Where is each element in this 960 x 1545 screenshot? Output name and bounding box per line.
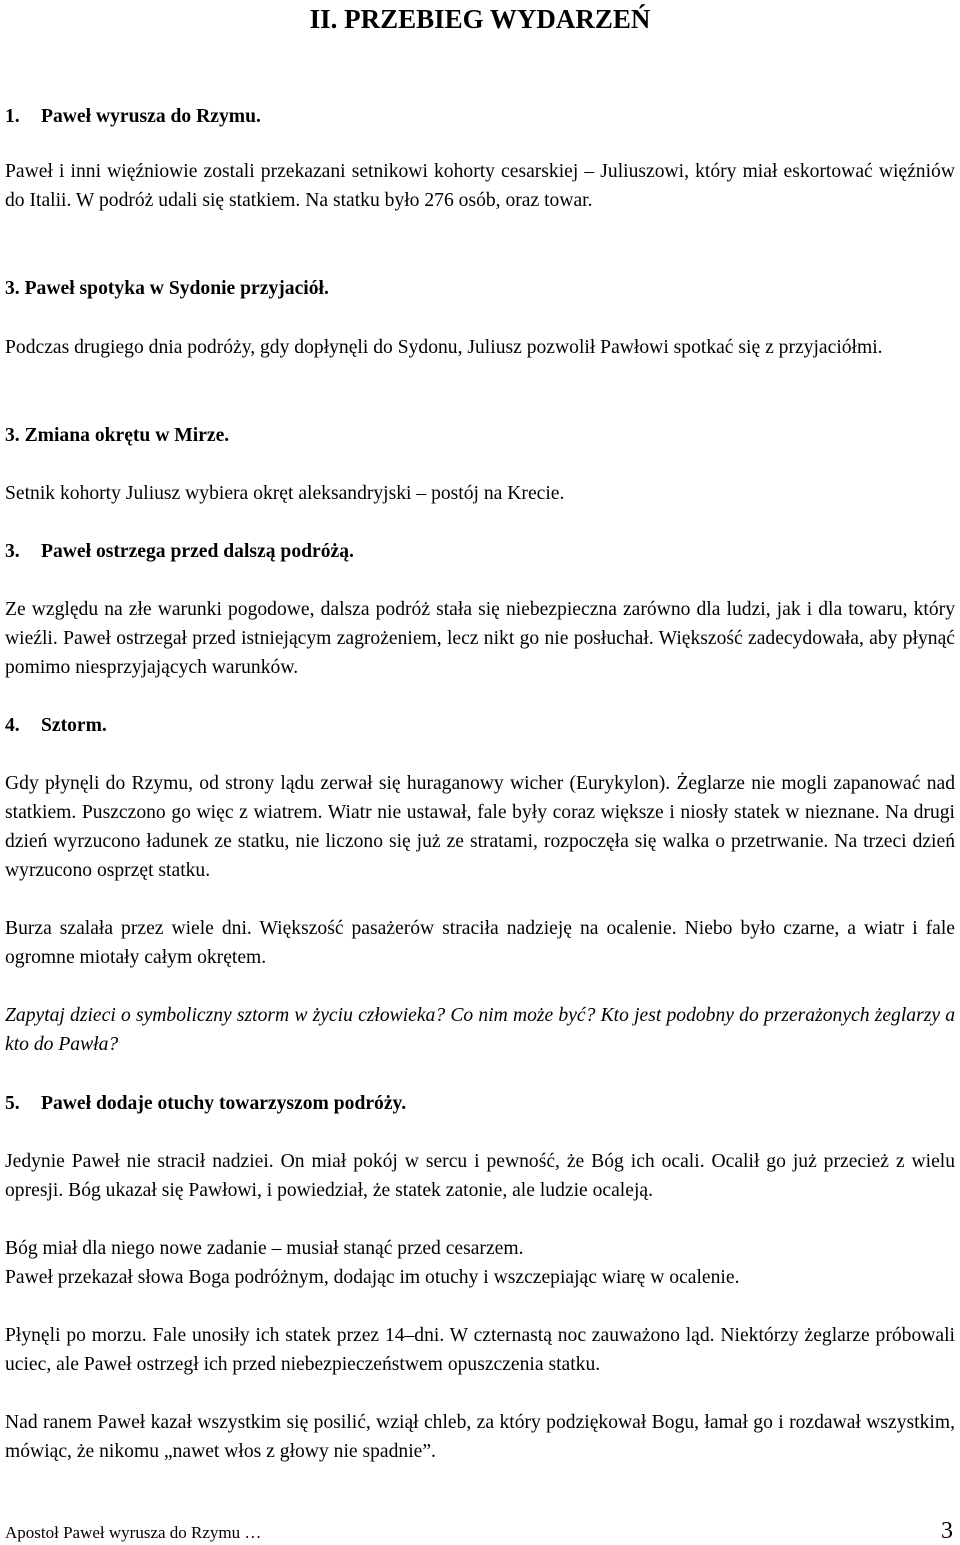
page-footer <box>5 1518 955 1545</box>
section-heading-storm <box>5 711 955 740</box>
paragraph-mira: Setnik kohorty Juliusz wybiera okręt aleksandryjski – postój na Krecie. <box>5 483 565 504</box>
section-heading-text: Paweł wyrusza do Rzymu. <box>41 106 261 127</box>
paragraph-words-of-god: Paweł przekazał słowa Boga podróżnym, dodając im otuchy i wszczepiając wiarę w ocalenie. <box>5 1267 740 1288</box>
section-heading-text: Paweł dodaje otuchy towarzyszom podróży. <box>41 1093 407 1114</box>
page-title: II. PRZEBIEG WYDARZEŃ <box>309 4 651 34</box>
section-heading-mira: 3. Zmiana okrętu w Mirze. <box>5 425 230 446</box>
paragraph-storm-2: Burza szalała przez wiele dni. Większość pasażerów straciła nadzieję na ocalenie. Niebo było czarne, a wiatr i fale ogromne miotały całym okrętem. <box>5 918 955 968</box>
paragraph-storm-1: Gdy płynęli do Rzymu, od strony lądu zerwał się huraganowy wicher (Eurykylon). Żeglarze nie mogli zapanować nad statkiem. Puszczono go więc z wiatrem. Wiatr nie ustawał, fale były coraz większe i niosły statek w nieznane. Na drugi dzień wyrzucono ładunek ze statku, nie liczono się już ze stratami, rozpoczęła się walka o przetrwanie. Na trzeci dzień wyrzucono osprzęt statku. <box>5 773 955 881</box>
paragraph-fourteen-days: Płynęli po morzu. Fale unosiły ich statek przez 14–dni. W czternastą noc zauważono ląd. Niektórzy żeglarze próbowali uciec, ale Paweł ostrzegł ich przed niebezpieczeństwem opuszczenia statku. <box>5 1325 955 1375</box>
page-number: 3 <box>941 1518 953 1544</box>
section-heading-text: Sztorm. <box>41 715 107 736</box>
paragraph-bread: Nad ranem Paweł kazał wszystkim się posilić, wziął chleb, za który podziękował Bogu, łamał go i rozdawał wszystkim, mówiąc, że nikomu „nawet włos z głowy nie spadnie”. <box>5 1412 955 1462</box>
paragraph-sydon: Podczas drugiego dnia podróży, gdy dopłynęli do Sydonu, Juliusz pozwolił Pawłowi spotkać się z przyjaciółmi. <box>5 337 883 358</box>
section-heading-text: Paweł ostrzega przed dalszą podróżą. <box>41 541 354 562</box>
paragraph-prisoners: Paweł i inni więźniowie zostali przekazani setnikowi kohorty cesarskiej – Juliuszowi, który miał eskortować więźniów do Italii. W podróż udali się statkiem. Na statku było 276 osób, oraz towar. <box>5 161 955 211</box>
section-number: 4. <box>5 715 20 736</box>
section-number: 1. <box>5 106 20 127</box>
section-heading-pawel-wyrusza <box>5 102 955 131</box>
section-heading-encouragement <box>5 1089 955 1118</box>
paragraph-warning: Ze względu na złe warunki pogodowe, dalsza podróż stała się niebezpieczna zarówno dla ludzi, jak i dla towaru, który wieźli. Paweł ostrzegał przed istniejącym zagrożeniem, lecz nikt go nie posłuchał. Większość zadecydowała, aby płynąć pomimo niesprzyjających warunków. <box>5 599 955 678</box>
footer-title: Apostoł Paweł wyrusza do Rzymu … <box>5 1523 262 1542</box>
section-heading-warning <box>5 537 955 566</box>
paragraph-hope: Jedynie Paweł nie stracił nadziei. On miał pokój w sercu i pewność, że Bóg ich ocali. Ocalił go już przecież z wielu opresji. Bóg ukazał się Pawłowi, i powiedział, że statek zatonie, ale ludzie ocaleją. <box>5 1151 955 1201</box>
section-heading-sydon: 3. Paweł spotyka w Sydonie przyjaciół. <box>5 278 329 299</box>
paragraph-new-task: Bóg miał dla niego nowe zadanie – musiał stanąć przed cesarzem. <box>5 1238 524 1259</box>
section-number: 5. <box>5 1093 20 1114</box>
question-for-children: Zapytaj dzieci o symboliczny sztorm w życiu człowieka? Co nim może być? Kto jest podobny do przerażonych żeglarzy a kto do Pawła? <box>5 1005 955 1055</box>
section-number: 3. <box>5 541 20 562</box>
